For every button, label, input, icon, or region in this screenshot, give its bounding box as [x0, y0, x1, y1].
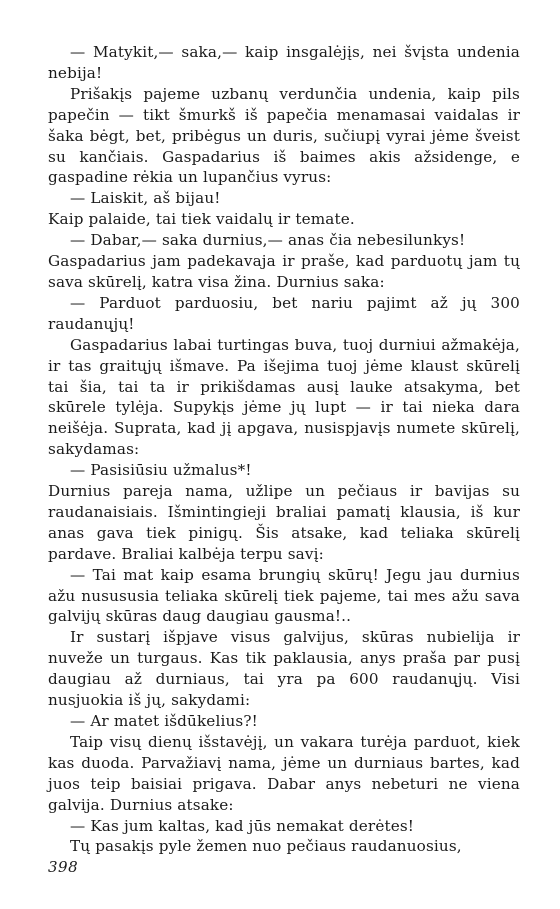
paragraph: Durnius pareja nama, užlipe un pečiaus ir bavijas su raudanaisiais. Išmintingieji braliai pamatį klausia, iš kur anas gava tiek pinigų. Šis atsake, kad teliaka skūrelį pardave. Braliai kalbėja terpu savį: — [48, 482, 520, 563]
paragraph: — Ar matet išdūkelius?! — [70, 712, 258, 730]
page-number: 398 — [48, 858, 79, 876]
paragraph: Ir sustarį išpjave visus galvijus, skūras nubielija ir nuveže un turgaus. Kas tik paklausia, anys praša par pusį daugiau až durniaus, tai yra pa 600 raudanųjų. Visi nusjuokia iš jų, sakydami: — [48, 628, 520, 710]
paragraph: — Laiskit, aš bijau! — [70, 189, 221, 208]
paragraph: Gaspadarius jam padekavaja ir praše, kad parduotų jam tų sava skūrelį, katra visa žina. Durnius saka: — [48, 252, 520, 291]
paragraph: — Kas jum kaltas, kad jūs nemakat derėtes! — [70, 816, 415, 835]
page-text — [48, 42, 520, 857]
paragraph: — Parduot parduosiu, bet nariu pajimt až jų 300 raudanųjų! — [48, 293, 520, 333]
paragraph: Kaip palaide, tai tiek vaidalų ir temate. — [48, 210, 355, 229]
paragraph: — Matykit,— saka,— kaip insgalėjįs, nei švįsta undenia nebija! — [48, 43, 520, 82]
paragraph: — Tai mat kaip esama brungių skūrų! Jegu jau durnius ažu nusususia teliaka skūrelį tiek pajeme, tai mes ažu sava galvijų skūras daug daugiau gausma!.. — [48, 565, 520, 626]
paragraph: Tų pasakįs pyle žemen nuo pečiaus raudanuosius, — [70, 837, 462, 856]
paragraph: Gaspadarius labai turtingas buva, tuoj durniui ažmakėja, ir tas graitųjų išmave. Pa išejima tuoj jėme klaust skūrelį tai šia, tai ta ir prikišdamas ausį lauke atsakyma, bet skūrele tylėja. Supykįs jėme jų lupt — ir tai nieka dara neišėja. Suprata, kad jį apgava, nusispjavįs numete skūrelį, sakydamas: — [48, 335, 520, 459]
paragraph: Taip visų dienų išstavėjį, un vakara turėja parduot, kiek kas duoda. Parvažiavį nama, jėme un durniaus bartes, kad juos teip baisiai prigava. Dabar anys nebeturi ne viena galvija. Durnius atsake: — [48, 732, 520, 814]
paragraph: Prišakįs pajeme uzbanų verdunčia undenia, kaip pils papečin — tikt šmurkš iš papečia menamasai vaidalas ir šaka bėgt, bet, pribėgus un duris, sučiupį vyrai jėme šveist su kančiais. Gaspadarius iš baimes akis ažsidenge, e gaspadine rėkia un lupančius vyrus: — [48, 84, 520, 187]
paragraph: — Dabar,— saka durnius,— anas čia nebesilunkys! — [70, 231, 466, 250]
paragraph: — Pasisiūsiu užmalus*! — [70, 461, 252, 480]
